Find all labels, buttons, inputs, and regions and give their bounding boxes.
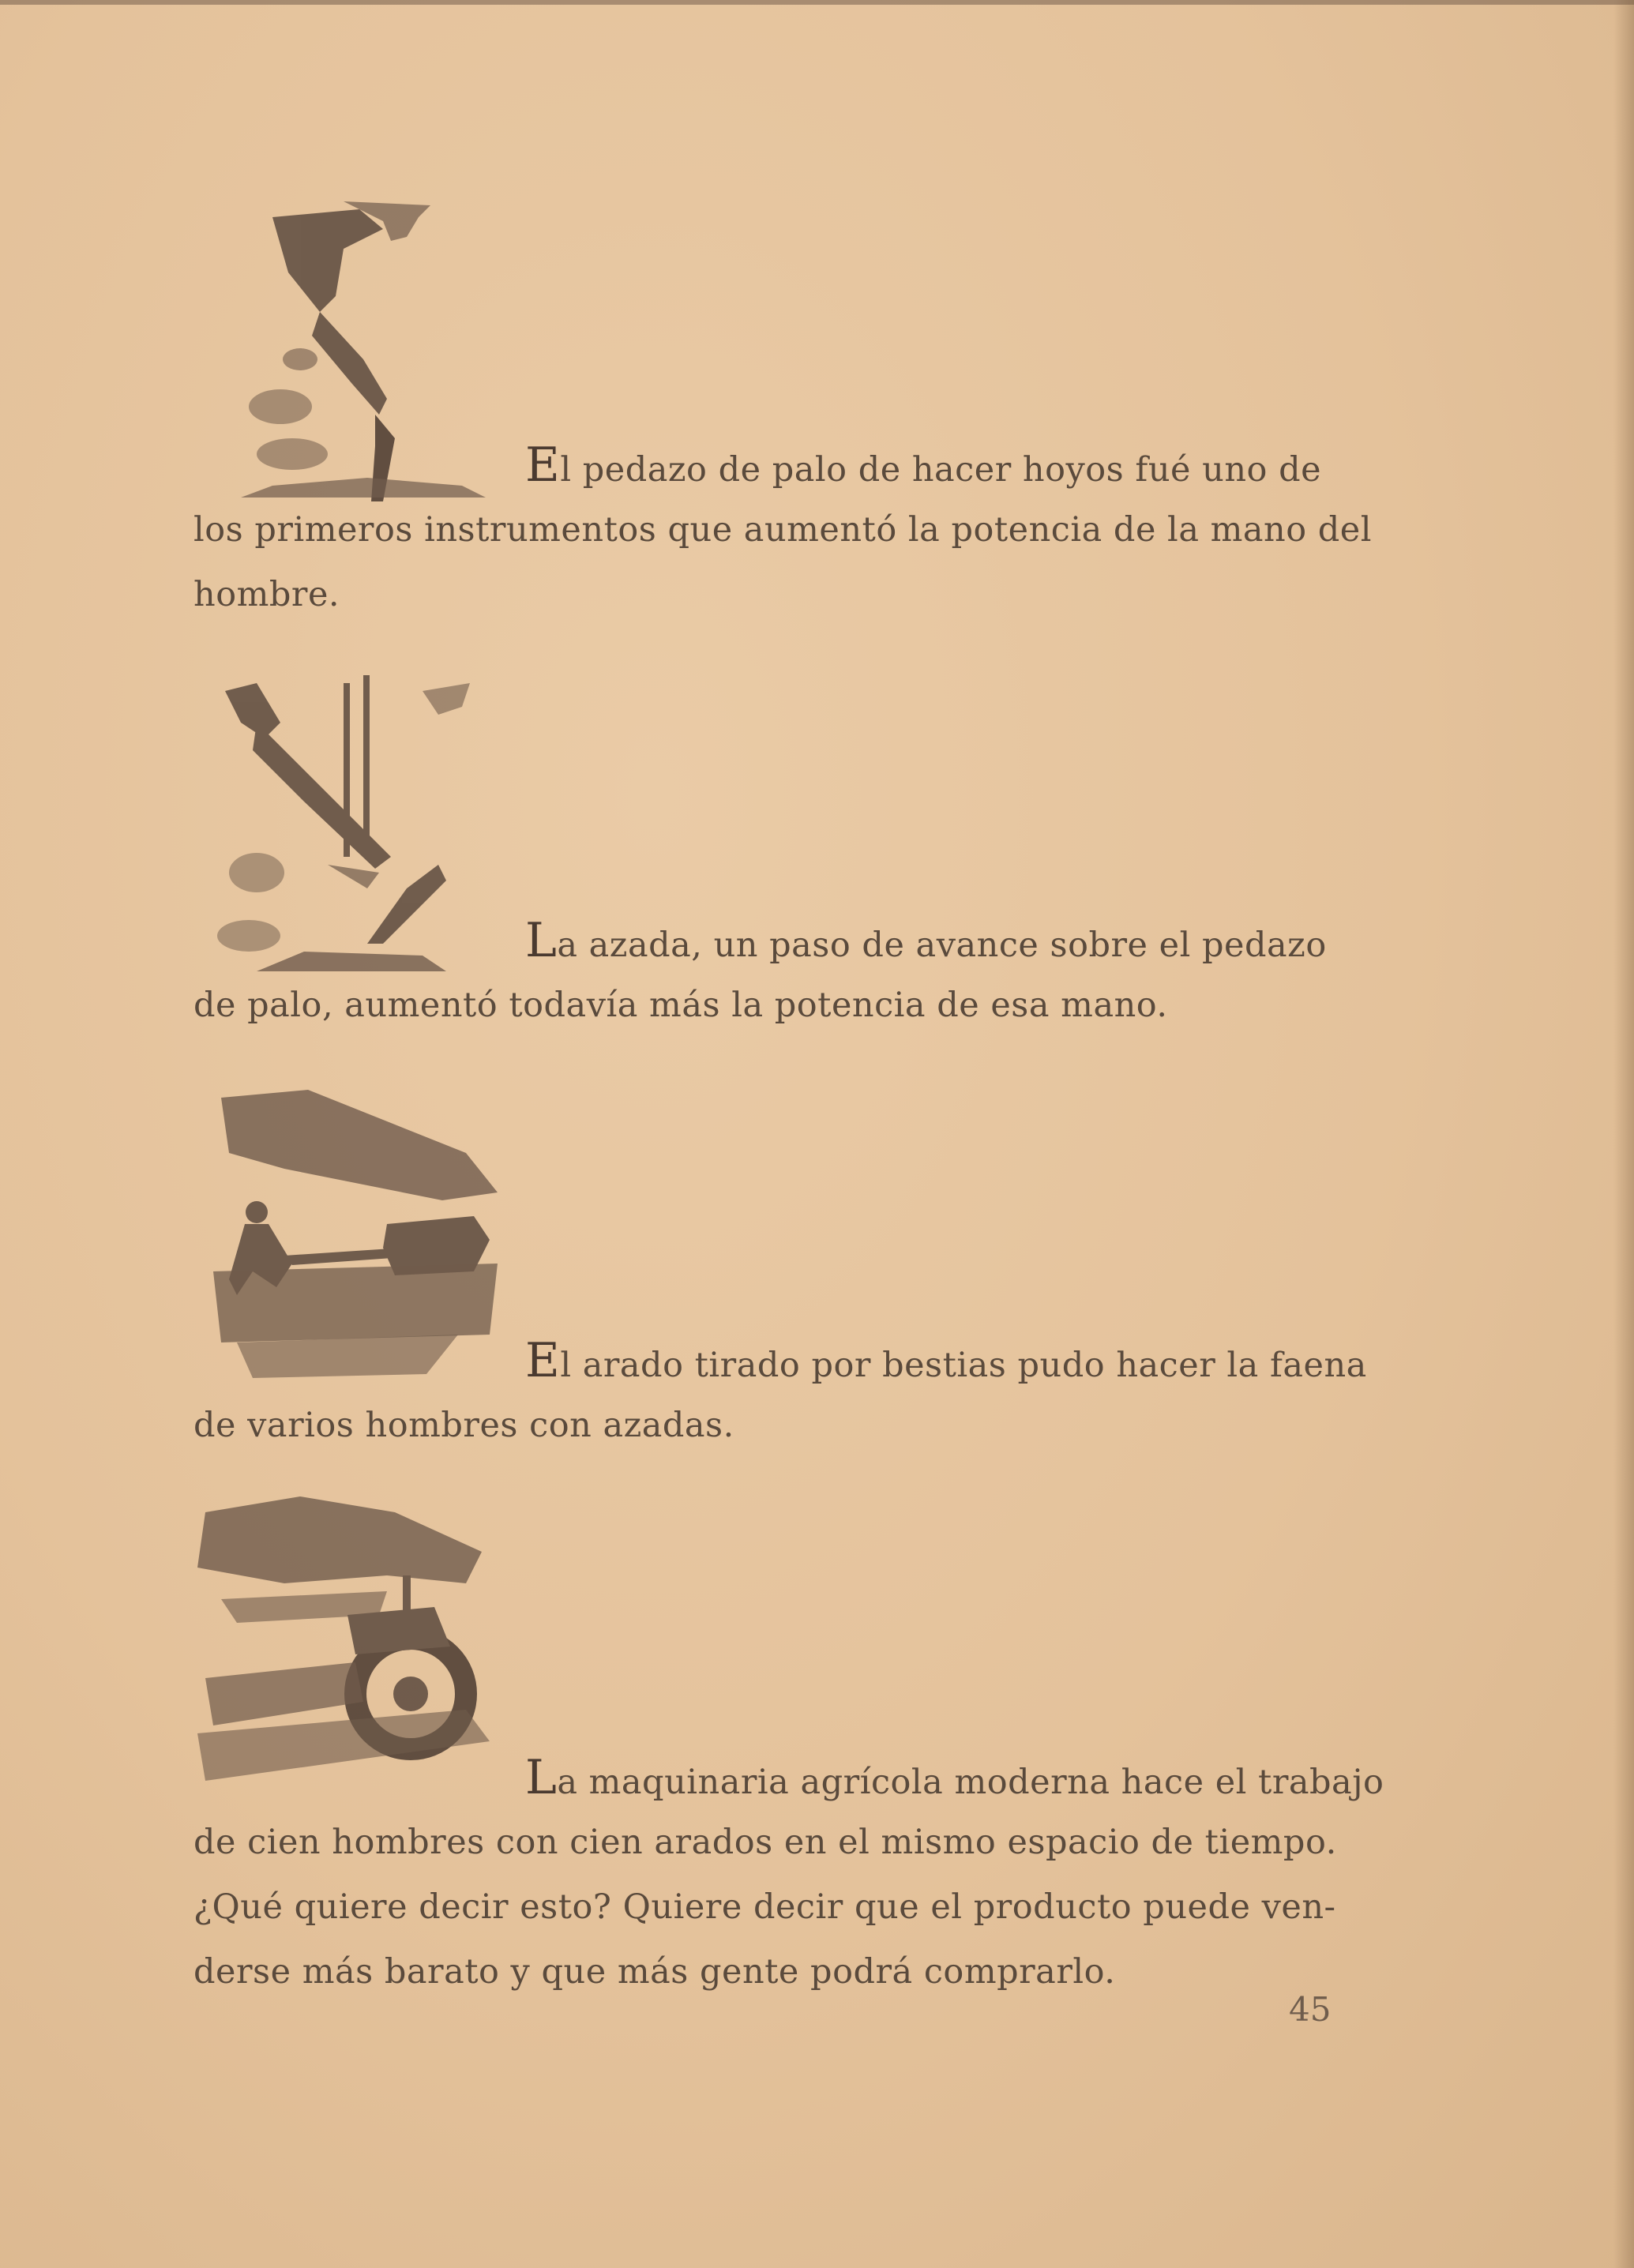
paragraph-line: de varios hombres con azadas. [193, 1406, 734, 1445]
paragraph-ox-plow [193, 1328, 1367, 1458]
paragraph-line: ¿Qué quiere decir esto? Quiere decir que el producto puede ven- [193, 1887, 1336, 1927]
line-text: l pedazo de palo de hacer hoyos fué uno de [560, 450, 1322, 490]
paragraph-line: de palo, aumentó todavía más la potencia de esa mano. [193, 986, 1168, 1025]
paragraph-tractor [193, 1745, 1384, 2004]
drop-cap: L [525, 1750, 558, 1805]
drop-cap: E [525, 1333, 561, 1388]
paragraph-line: hombre. [193, 575, 340, 614]
paragraph-line: los primeros instrumentos que aumentó la potencia de la mano del [193, 510, 1373, 550]
line-text: a azada, un paso de avance sobre el pedazo [557, 926, 1327, 965]
paragraph-line [193, 908, 1347, 973]
paragraph-line: de cien hombres con cien arados en el mismo espacio de tiempo. [193, 1823, 1337, 1862]
top-edge-shadow [0, 0, 1634, 5]
paragraph-digging-stick [193, 433, 1373, 627]
paragraph-line [193, 1745, 1384, 1810]
line-text: a maquinaria agrícola moderna hace el trabajo [557, 1763, 1384, 1802]
paragraph-hoe [193, 908, 1347, 1038]
line-text: l arado tirado por bestias pudo hacer la faena [560, 1346, 1367, 1385]
paragraph-line [193, 433, 1347, 498]
page-number: 45 [1289, 1990, 1332, 2029]
paragraph-line: derse más barato y que más gente podrá comprarlo. [193, 1952, 1116, 1992]
drop-cap: L [525, 913, 558, 968]
right-edge-shadow [1613, 0, 1634, 2268]
paragraph-line [193, 1328, 1367, 1393]
drop-cap: E [525, 437, 561, 493]
